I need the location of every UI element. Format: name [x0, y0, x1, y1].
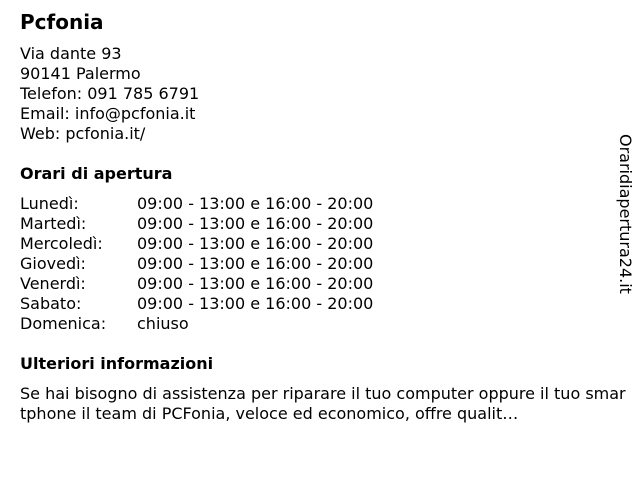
- hours-row: [20, 314, 373, 334]
- opening-hours-table: [20, 194, 373, 334]
- email-address[interactable]: Email: info@pcfonia.it: [20, 104, 196, 123]
- day-label: Mercoledì:: [20, 234, 103, 253]
- day-hours: 09:00 - 13:00 e 16:00 - 20:00: [137, 254, 374, 273]
- day-hours: 09:00 - 13:00 e 16:00 - 20:00: [137, 294, 374, 313]
- description-text: Se hai bisogno di assistenza per riparare il tuo computer oppure il tuo smartphone il team di PCFonia, veloce ed economico, offre qualit…: [20, 384, 626, 423]
- hours-row: [20, 294, 373, 314]
- day-hours: 09:00 - 13:00 e 16:00 - 20:00: [137, 194, 374, 213]
- day-hours: 09:00 - 13:00 e 16:00 - 20:00: [137, 234, 374, 253]
- day-label: Lunedì:: [20, 194, 79, 213]
- hours-row: [20, 274, 373, 294]
- day-label: Domenica:: [20, 314, 107, 333]
- hours-row: [20, 254, 373, 274]
- hours-row: [20, 194, 373, 214]
- business-name: Pcfonia: [20, 10, 104, 34]
- contact-block: [20, 44, 199, 144]
- day-label: Giovedì:: [20, 254, 86, 273]
- address-line-1: Via dante 93: [20, 44, 122, 63]
- day-label: Martedì:: [20, 214, 87, 233]
- day-hours: 09:00 - 13:00 e 16:00 - 20:00: [137, 214, 374, 233]
- website-link[interactable]: Web: pcfonia.it/: [20, 124, 146, 143]
- more-info-heading: Ulteriori informazioni: [20, 354, 214, 373]
- day-label: Venerdì:: [20, 274, 86, 293]
- day-label: Sabato:: [20, 294, 82, 313]
- hours-row: [20, 214, 373, 234]
- address-line-2: 90141 Palermo: [20, 64, 141, 83]
- day-hours: chiuso: [137, 314, 189, 333]
- opening-hours-heading: Orari di apertura: [20, 164, 173, 183]
- phone-number[interactable]: Telefon: 091 785 6791: [20, 84, 200, 103]
- site-watermark[interactable]: Oraridiapertura24.it: [616, 134, 635, 294]
- hours-row: [20, 234, 373, 254]
- day-hours: 09:00 - 13:00 e 16:00 - 20:00: [137, 274, 374, 293]
